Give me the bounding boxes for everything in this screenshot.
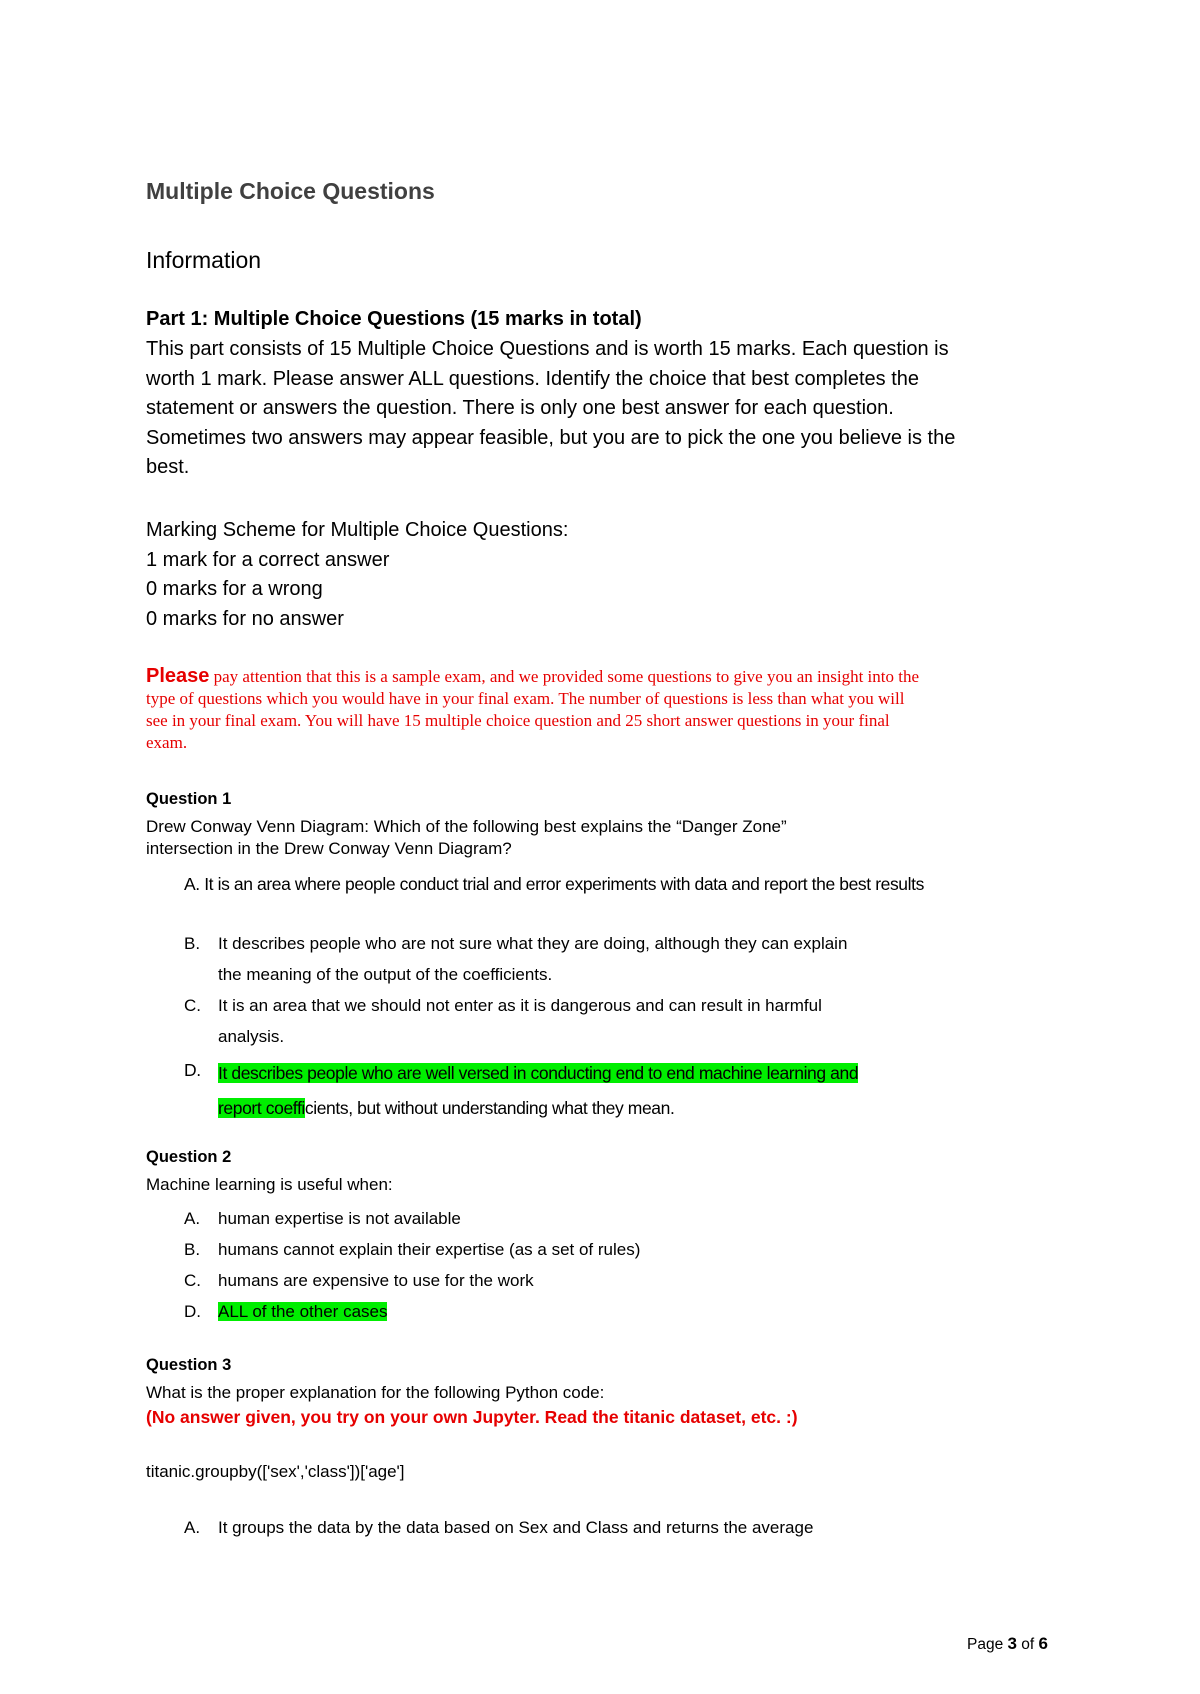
q2-option-c[interactable]: humans are expensive to use for the work (218, 1271, 534, 1290)
option-text: It is an area that we should not enter as it is dangerous and can result in harmful (218, 996, 822, 1015)
option-text: It describes people who are not sure what they are doing, although they can explain (218, 934, 848, 953)
intro-line: This part consists of 15 Multiple Choice Questions and is worth 15 marks. Each question is (146, 338, 949, 360)
option-letter: B. (184, 1240, 201, 1259)
current-page: 3 (1007, 1634, 1017, 1653)
option-text: cients, but without understanding what they mean. (304, 1098, 675, 1118)
option-letter: A. (184, 1209, 201, 1228)
q1-option-c[interactable] (218, 990, 822, 1052)
question-text-line: intersection in the Drew Conway Venn Diagram? (146, 839, 512, 858)
notice-line: exam. (146, 733, 188, 752)
intro-line: Sometimes two answers may appear feasible, but you are to pick the one you believe is the (146, 426, 956, 449)
question-text-line: Drew Conway Venn Diagram: Which of the following best explains the “Danger Zone” (146, 817, 787, 836)
question-1-title: Question 1 (146, 790, 232, 808)
part-title: Part 1: Multiple Choice Questions (15 marks in total) (146, 308, 642, 330)
question-2-text: Machine learning is useful when: (146, 1175, 393, 1194)
marking-item: 1 mark for a correct answer (146, 548, 390, 571)
correct-answer-highlight: report coeffi (218, 1098, 305, 1118)
q2-option-d-correct[interactable]: ALL of the other cases (218, 1302, 388, 1321)
python-code: titanic.groupby(['sex','class'])['age'] (146, 1462, 405, 1481)
option-letter: D. (184, 1060, 201, 1080)
option-letter: B. (184, 934, 201, 953)
q2-options (218, 1203, 640, 1327)
q1-option-d-correct[interactable] (218, 1056, 858, 1126)
option-text: It is an area where people conduct trial and error experiments with data and report the best results (204, 874, 924, 894)
marking-item: 0 marks for no answer (146, 607, 344, 630)
q2-option-a[interactable]: human expertise is not available (218, 1209, 461, 1228)
question-1-text (146, 816, 787, 860)
q3-option-a[interactable]: It groups the data by the data based on Sex and Class and returns the average (218, 1518, 814, 1537)
marking-title: Marking Scheme for Multiple Choice Questions: (146, 519, 569, 541)
q2-option-b[interactable]: humans cannot explain their expertise (as a set of rules) (218, 1240, 641, 1259)
marking-item: 0 marks for a wrong (146, 578, 323, 600)
page-of: of (1016, 1636, 1039, 1653)
q2-option-letters (184, 1203, 201, 1327)
question-3-text: What is the proper explanation for the following Python code: (146, 1383, 605, 1402)
marking-scheme (146, 516, 568, 634)
q3-note: (No answer given, you try on your own Jupyter. Read the titanic dataset, etc. :) (146, 1407, 798, 1427)
q1-option-a[interactable] (184, 874, 924, 895)
option-letter: C. (184, 996, 201, 1015)
section-subheading: Information (146, 247, 262, 273)
option-text: the meaning of the output of the coefficients. (218, 965, 553, 984)
option-text: analysis. (218, 1027, 285, 1046)
notice-line: see in your final exam. You will have 15 multiple choice question and 25 short answer questions in your final (146, 711, 890, 730)
intro-paragraph (146, 335, 955, 483)
option-letter: A. (184, 1518, 201, 1537)
option-letter: C. (184, 1271, 201, 1290)
page-heading: Multiple Choice Questions (146, 178, 435, 204)
intro-line: worth 1 mark. Please answer ALL questions. Identify the choice that best completes the (146, 367, 920, 390)
option-letter: A. (184, 874, 200, 894)
intro-line: statement or answers the question. There is only one best answer for each question. (146, 397, 894, 419)
q1-option-b[interactable] (218, 928, 847, 990)
notice-line: type of questions which you would have in your final exam. The number of questions is less than what you will (146, 689, 905, 708)
correct-answer-highlight: It describes people who are well versed in conducting end to end machine learning and (218, 1063, 859, 1083)
question-2-title: Question 2 (146, 1148, 232, 1166)
notice-lead: Please (146, 665, 210, 687)
total-pages: 6 (1038, 1634, 1048, 1653)
option-letter: D. (184, 1302, 201, 1321)
page-number (967, 1634, 1048, 1654)
sample-exam-notice (146, 665, 919, 754)
page-label: Page (967, 1636, 1008, 1653)
question-3-title: Question 3 (146, 1356, 232, 1374)
notice-line: pay attention that this is a sample exam, and we provided some questions to give you an insight into the (209, 667, 920, 686)
intro-line: best. (146, 456, 190, 478)
